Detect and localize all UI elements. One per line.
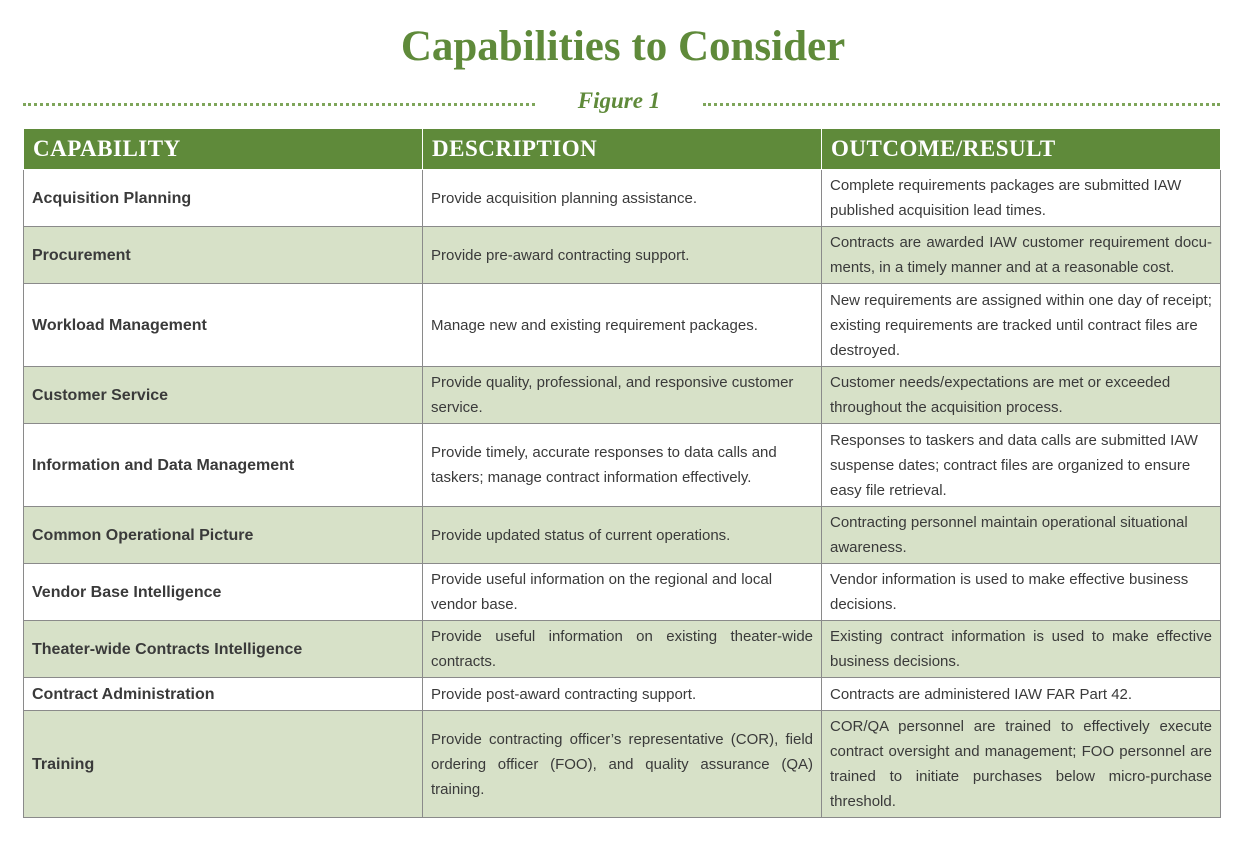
dotted-rule-right xyxy=(703,103,1220,106)
description-cell: Provide useful information on the regional and local vendor base. xyxy=(423,564,822,621)
capability-cell: Customer Service xyxy=(24,367,423,424)
outcome-cell: Existing contract information is used to make effective business decisions. xyxy=(822,621,1221,678)
table-row xyxy=(24,227,1221,284)
capability-cell: Procurement xyxy=(24,227,423,284)
page-title: Capabilities to Consider xyxy=(400,23,846,70)
description-cell: Provide post-award contracting support. xyxy=(423,678,822,711)
outcome-cell: COR/QA personnel are trained to effectively execute contract oversight and management; FOO personnel are trained to initiate purchases below micro-purchase threshold. xyxy=(822,711,1221,818)
figure-caption-row xyxy=(23,88,1220,118)
table-row xyxy=(24,711,1221,818)
capability-cell: Workload Management xyxy=(24,284,423,367)
capability-cell: Information and Data Management xyxy=(24,424,423,507)
capabilities-table xyxy=(23,128,1221,818)
table-row xyxy=(24,424,1221,507)
header-capability: CAPABILITY xyxy=(24,129,423,170)
capability-cell: Theater-wide Contracts Intelligence xyxy=(24,621,423,678)
figure-label: Figure 1 xyxy=(577,88,661,113)
capability-cell: Acquisition Planning xyxy=(24,170,423,227)
table-row xyxy=(24,367,1221,424)
header-outcome: OUTCOME/RESULT xyxy=(822,129,1221,170)
table-row xyxy=(24,284,1221,367)
outcome-cell: Customer needs/expectations are met or exceeded throughout the acquisition process. xyxy=(822,367,1221,424)
table-row xyxy=(24,170,1221,227)
description-cell: Provide updated status of current operations. xyxy=(423,507,822,564)
outcome-cell: Vendor information is used to make effective business decisions. xyxy=(822,564,1221,621)
capability-cell: Contract Administration xyxy=(24,678,423,711)
description-cell: Provide quality, professional, and responsive customer service. xyxy=(423,367,822,424)
header-description: DESCRIPTION xyxy=(423,129,822,170)
table-row xyxy=(24,678,1221,711)
table-header-row xyxy=(24,129,1221,170)
table-row xyxy=(24,621,1221,678)
outcome-cell: New requirements are assigned within one day of receipt; existing requirements are tracked until contract files are destroyed. xyxy=(822,284,1221,367)
description-cell: Provide useful information on existing theater-wide contracts. xyxy=(423,621,822,678)
description-cell: Manage new and existing requirement packages. xyxy=(423,284,822,367)
description-cell: Provide pre-award contracting support. xyxy=(423,227,822,284)
dotted-rule-left xyxy=(23,103,535,106)
table-row xyxy=(24,564,1221,621)
table-row xyxy=(24,507,1221,564)
outcome-cell: Responses to taskers and data calls are submitted IAW suspense dates; contract files are organized to ensure easy file retrieval. xyxy=(822,424,1221,507)
capability-cell: Vendor Base Intelligence xyxy=(24,564,423,621)
outcome-cell: Contracting personnel maintain operational situational awareness. xyxy=(822,507,1221,564)
outcome-cell: Complete requirements packages are submitted IAW published acquisition lead times. xyxy=(822,170,1221,227)
description-cell: Provide timely, accurate responses to data calls and taskers; manage contract information effectively. xyxy=(423,424,822,507)
outcome-cell: Contracts are awarded IAW customer requirement docu-ments, in a timely manner and at a reasonable cost. xyxy=(822,227,1221,284)
capability-cell: Common Operational Picture xyxy=(24,507,423,564)
outcome-cell: Contracts are administered IAW FAR Part 42. xyxy=(822,678,1221,711)
description-cell: Provide acquisition planning assistance. xyxy=(423,170,822,227)
capability-cell: Training xyxy=(24,711,423,818)
description-cell: Provide contracting officer’s representative (COR), field ordering officer (FOO), and quality assurance (QA) training. xyxy=(423,711,822,818)
